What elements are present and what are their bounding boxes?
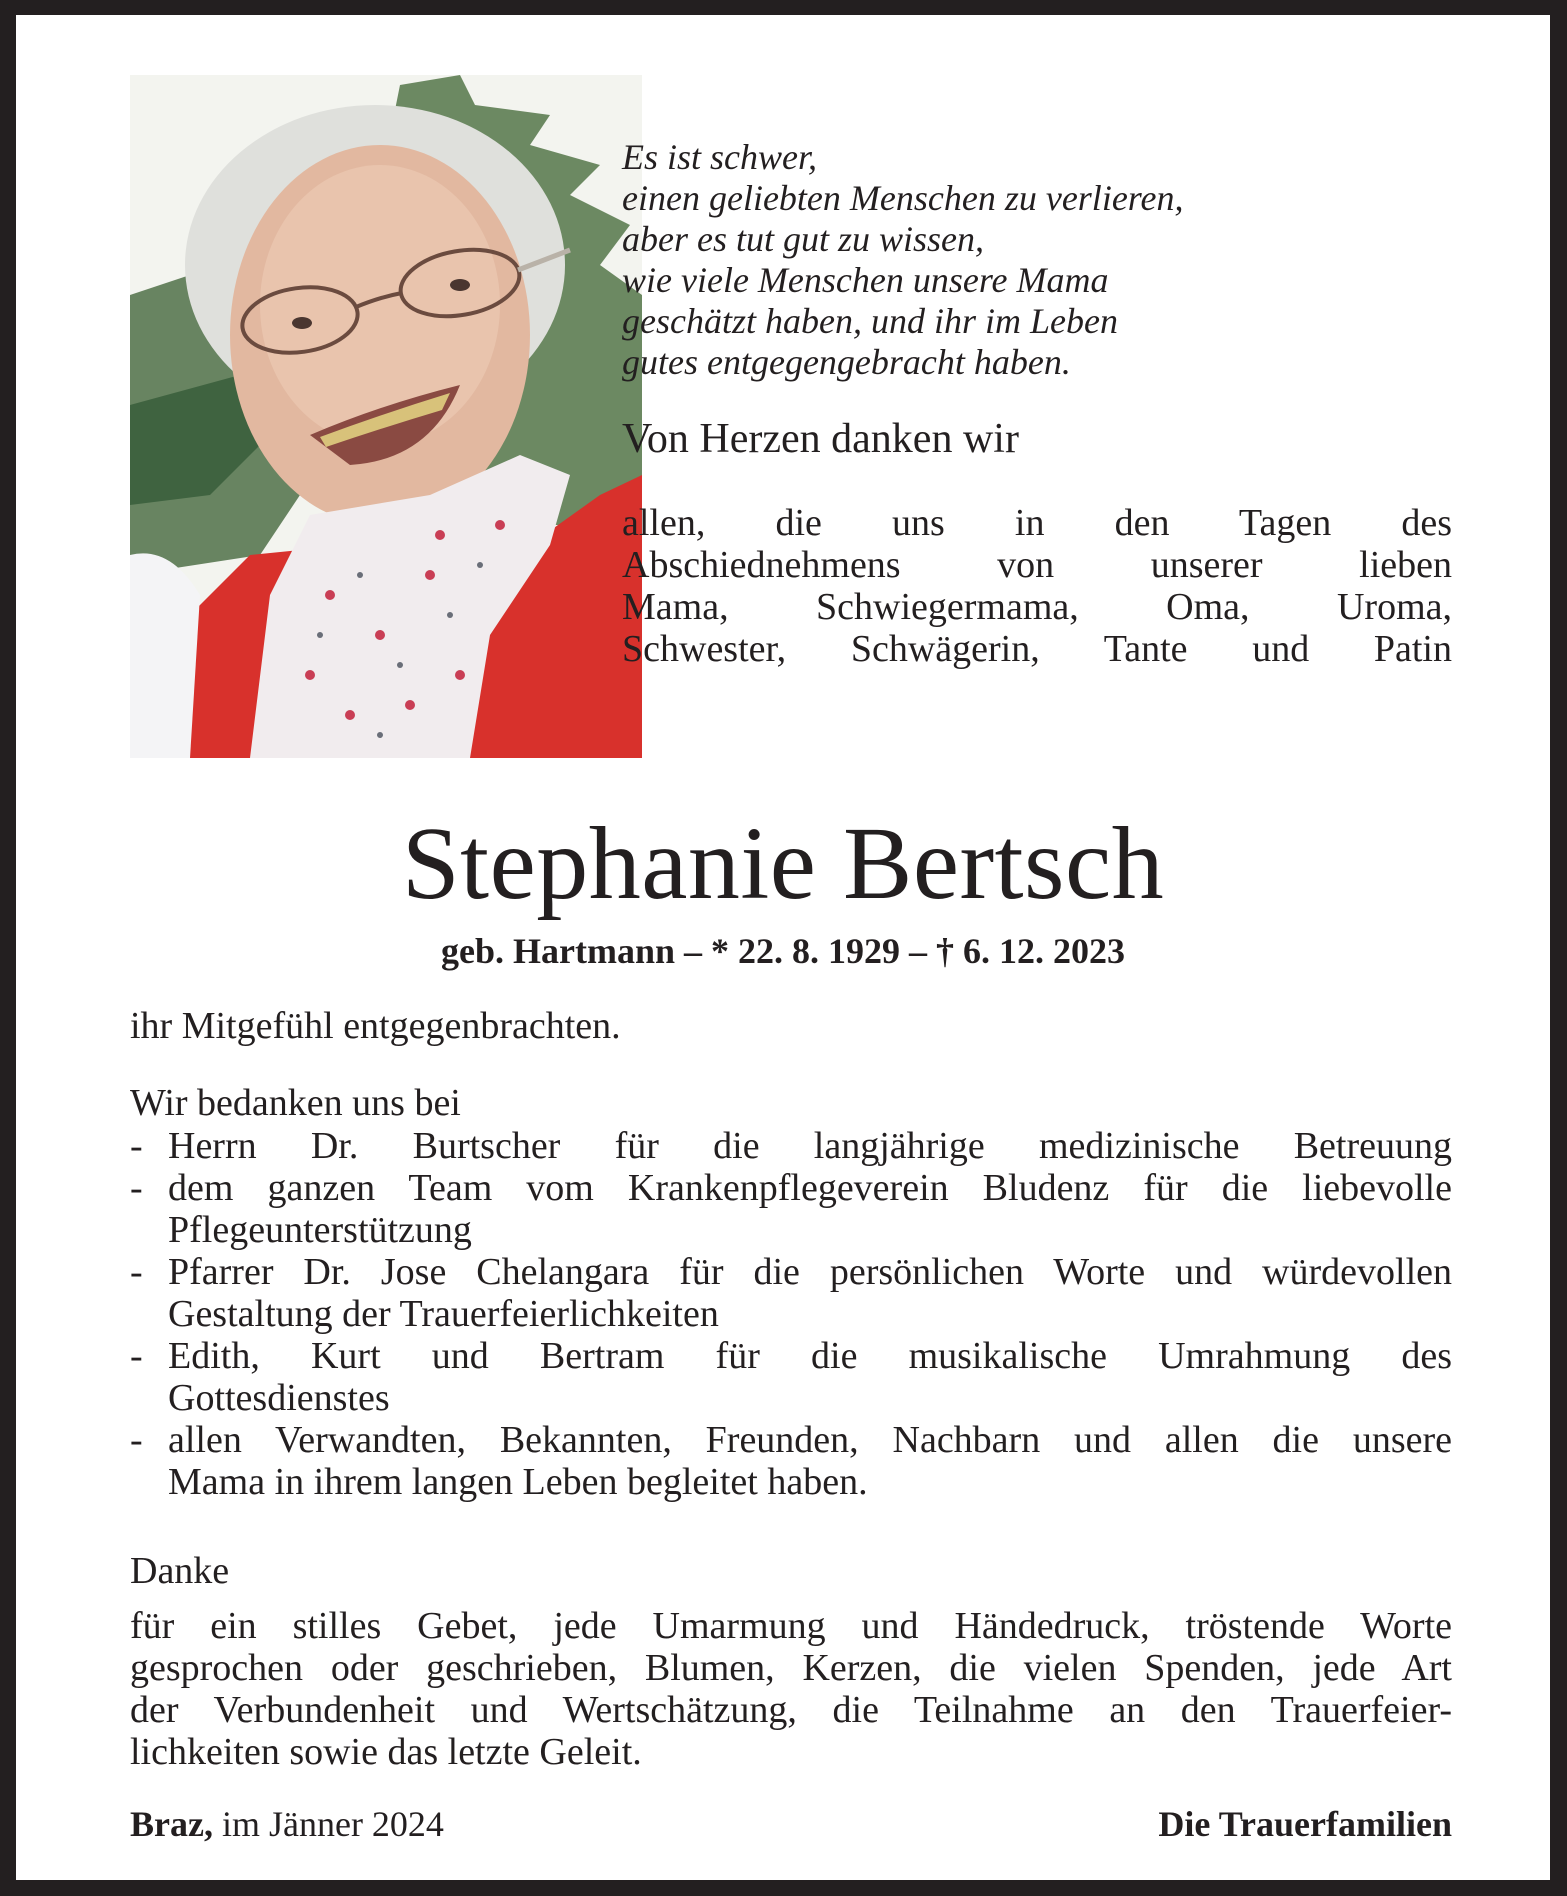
- bullet-dash: -: [130, 1335, 143, 1377]
- danke-line: lichkeiten sowie das letzte Geleit.: [130, 1731, 642, 1773]
- intro-line: Schwester, Schwägerin, Tante und Patin: [622, 628, 1452, 670]
- deceased-name: Stephanie Bertsch: [401, 806, 1165, 921]
- bullet-dash: -: [130, 1125, 143, 1167]
- footer-place: Braz,: [130, 1804, 213, 1844]
- footer-signature: Die Trauerfamilien: [1158, 1804, 1452, 1844]
- list-item-line: Gestaltung der Trauerfeierlichkeiten: [168, 1293, 719, 1335]
- intro-line: Abschiednehmens von unserer lieben: [622, 544, 1452, 586]
- portrait-image: [130, 75, 642, 758]
- thanks-heading: Von Herzen danken wir: [622, 416, 1019, 462]
- footer-place-date: [130, 1803, 444, 1845]
- poem-line: einen geliebten Menschen zu verlieren,: [622, 178, 1184, 218]
- poem-line: wie viele Menschen unsere Mama: [622, 260, 1109, 300]
- danke-line: der Verbundenheit und Wertschätzung, die Teilnahme an den Trauerfeier-: [130, 1689, 1452, 1731]
- bullet-dash: -: [130, 1251, 143, 1293]
- bullet-dash: -: [130, 1419, 143, 1461]
- bullet-dash: -: [130, 1167, 143, 1209]
- poem-line: aber es tut gut zu wissen,: [622, 219, 985, 259]
- list-item-line: allen Verwandten, Bekannten, Freunden, Nachbarn und allen die unsere: [168, 1419, 1452, 1461]
- thanks-list-intro: Wir bedanken uns bei: [130, 1082, 461, 1124]
- poem-line: Es ist schwer,: [622, 137, 818, 177]
- intro-line: Mama, Schwiegermama, Oma, Uroma,: [622, 586, 1452, 628]
- obituary-page: [16, 15, 1550, 1880]
- list-item-line: Pfarrer Dr. Jose Chelangara für die persönlichen Worte und würdevollen: [168, 1251, 1452, 1293]
- danke-heading: Danke: [130, 1550, 230, 1592]
- list-item-line: Pflegeunterstützung: [168, 1209, 472, 1251]
- danke-line: gesprochen oder geschrieben, Blumen, Kerzen, die vielen Spenden, jede Art: [130, 1647, 1452, 1689]
- list-item-line: Herrn Dr. Burtscher für die langjährige medizinische Betreuung: [168, 1125, 1452, 1167]
- deceased-details: geb. Hartmann – * 22. 8. 1929 – † 6. 12. 2023: [441, 931, 1125, 971]
- list-item-line: Edith, Kurt und Bertram für die musikalische Umrahmung des: [168, 1335, 1452, 1377]
- poem-line: gutes entgegengebracht haben.: [622, 342, 1071, 382]
- list-item-line: Mama in ihrem langen Leben begleitet haben.: [168, 1461, 868, 1503]
- footer-date: im Jänner 2024: [221, 1804, 444, 1844]
- danke-line: für ein stilles Gebet, jede Umarmung und Händedruck, tröstende Worte: [130, 1605, 1452, 1647]
- poem-line: geschätzt haben, und ihr im Leben: [622, 301, 1118, 341]
- list-item-line: dem ganzen Team vom Krankenpflegeverein Bludenz für die liebevolle: [168, 1167, 1452, 1209]
- portrait-photo: [130, 75, 642, 758]
- list-item-line: Gottesdienstes: [168, 1377, 390, 1419]
- intro-line: allen, die uns in den Tagen des: [622, 502, 1452, 544]
- sympathy-line: ihr Mitgefühl entgegenbrachten.: [130, 1005, 621, 1047]
